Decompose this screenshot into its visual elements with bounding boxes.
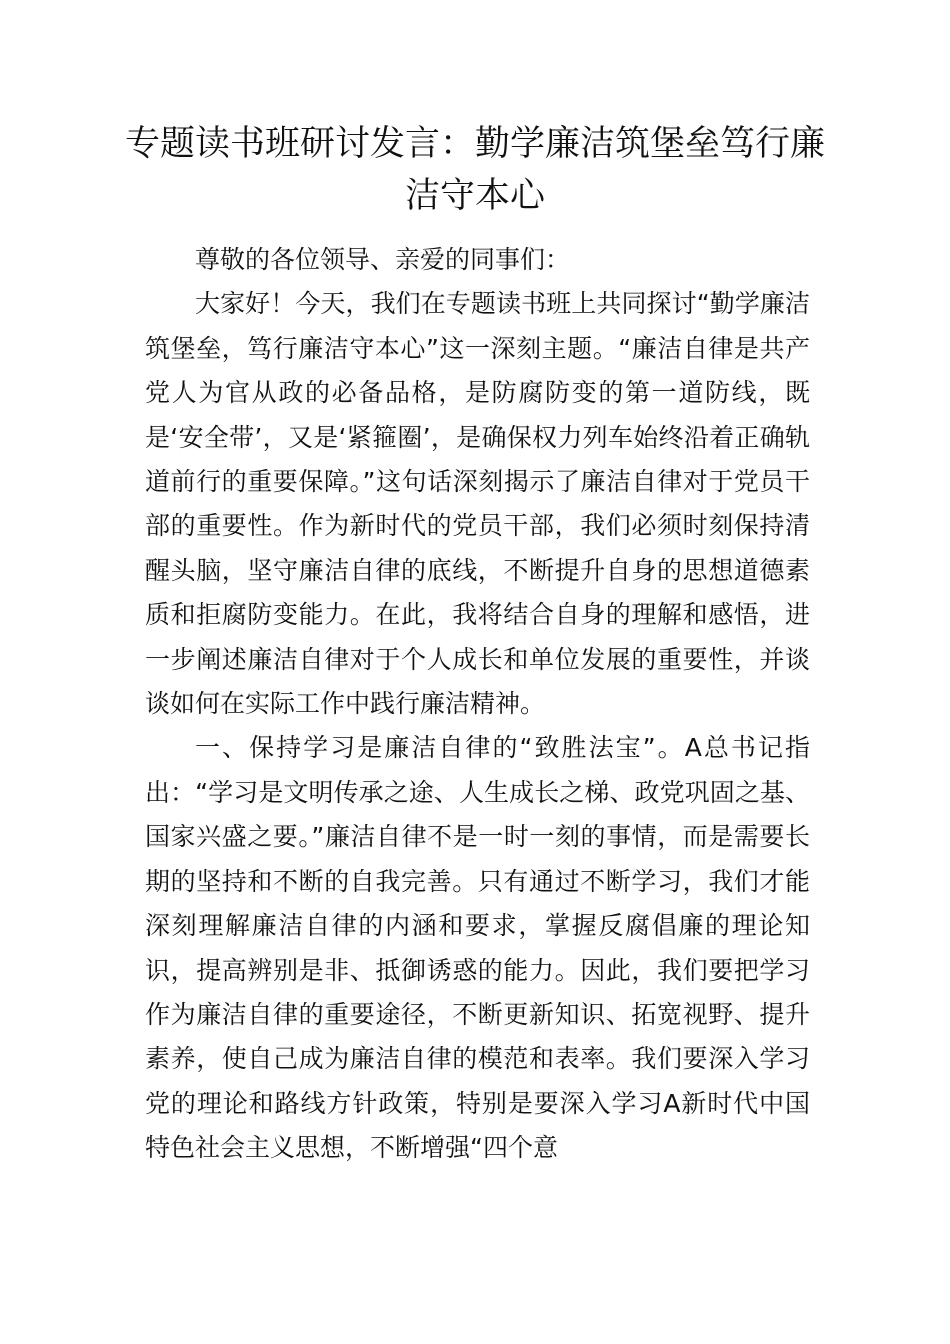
salutation-paragraph: 尊敬的各位领导、亲爱的同事们： — [195, 245, 571, 274]
intro-paragraph: 大家好！今天，我们在专题读书班上共同探讨“勤学廉洁筑堡垒，笃行廉洁守本心”这一深刻主题。“廉洁自律是共产党人为官从政的必备品格，是防腐防变的第一道防线，既是‘安全带’，又是‘紧箍圈’，是确保权力列车始终沿着正确轨道前行的重要保障。”这句话深刻揭示了廉洁自律对于党员干部的重要性。作为新时代的党员干部，我们必须时刻保持清醒头脑，坚守廉洁自律的底线，不断提升自身的思想道德素质和拒腐防变能力。在此，我将结合自身的理解和感悟，进一步阐述廉洁自律对于个人成长和单位发展的重要性，并谈谈如何在实际工作中践行廉洁精神。 — [145, 289, 810, 719]
section-one-paragraph: 一、保持学习是廉洁自律的“致胜法宝”。A总书记指出：“学习是文明传承之途、人生成长之梯、政党巩固之基、国家兴盛之要。”廉洁自律不是一时一刻的事情，而是需要长期的坚持和不断的自我完善。只有通过不断学习，我们才能深刻理解廉洁自律的内涵和要求，掌握反腐倡廉的理论知识，提高辨别是非、抵御诱惑的能力。因此，我们要把学习作为廉洁自律的重要途径，不断更新知识、拓宽视野、提升素养，使自己成为廉洁自律的模范和表率。我们要深入学习党的理论和路线方针政策，特别是要深入学习A新时代中国特色社会主义思想，不断增强“四个意 — [145, 733, 810, 1163]
document-title: 专题读书班研讨发言：勤学廉洁筑堡垒笃行廉洁守本心 — [124, 124, 825, 216]
document-body — [145, 238, 810, 1171]
